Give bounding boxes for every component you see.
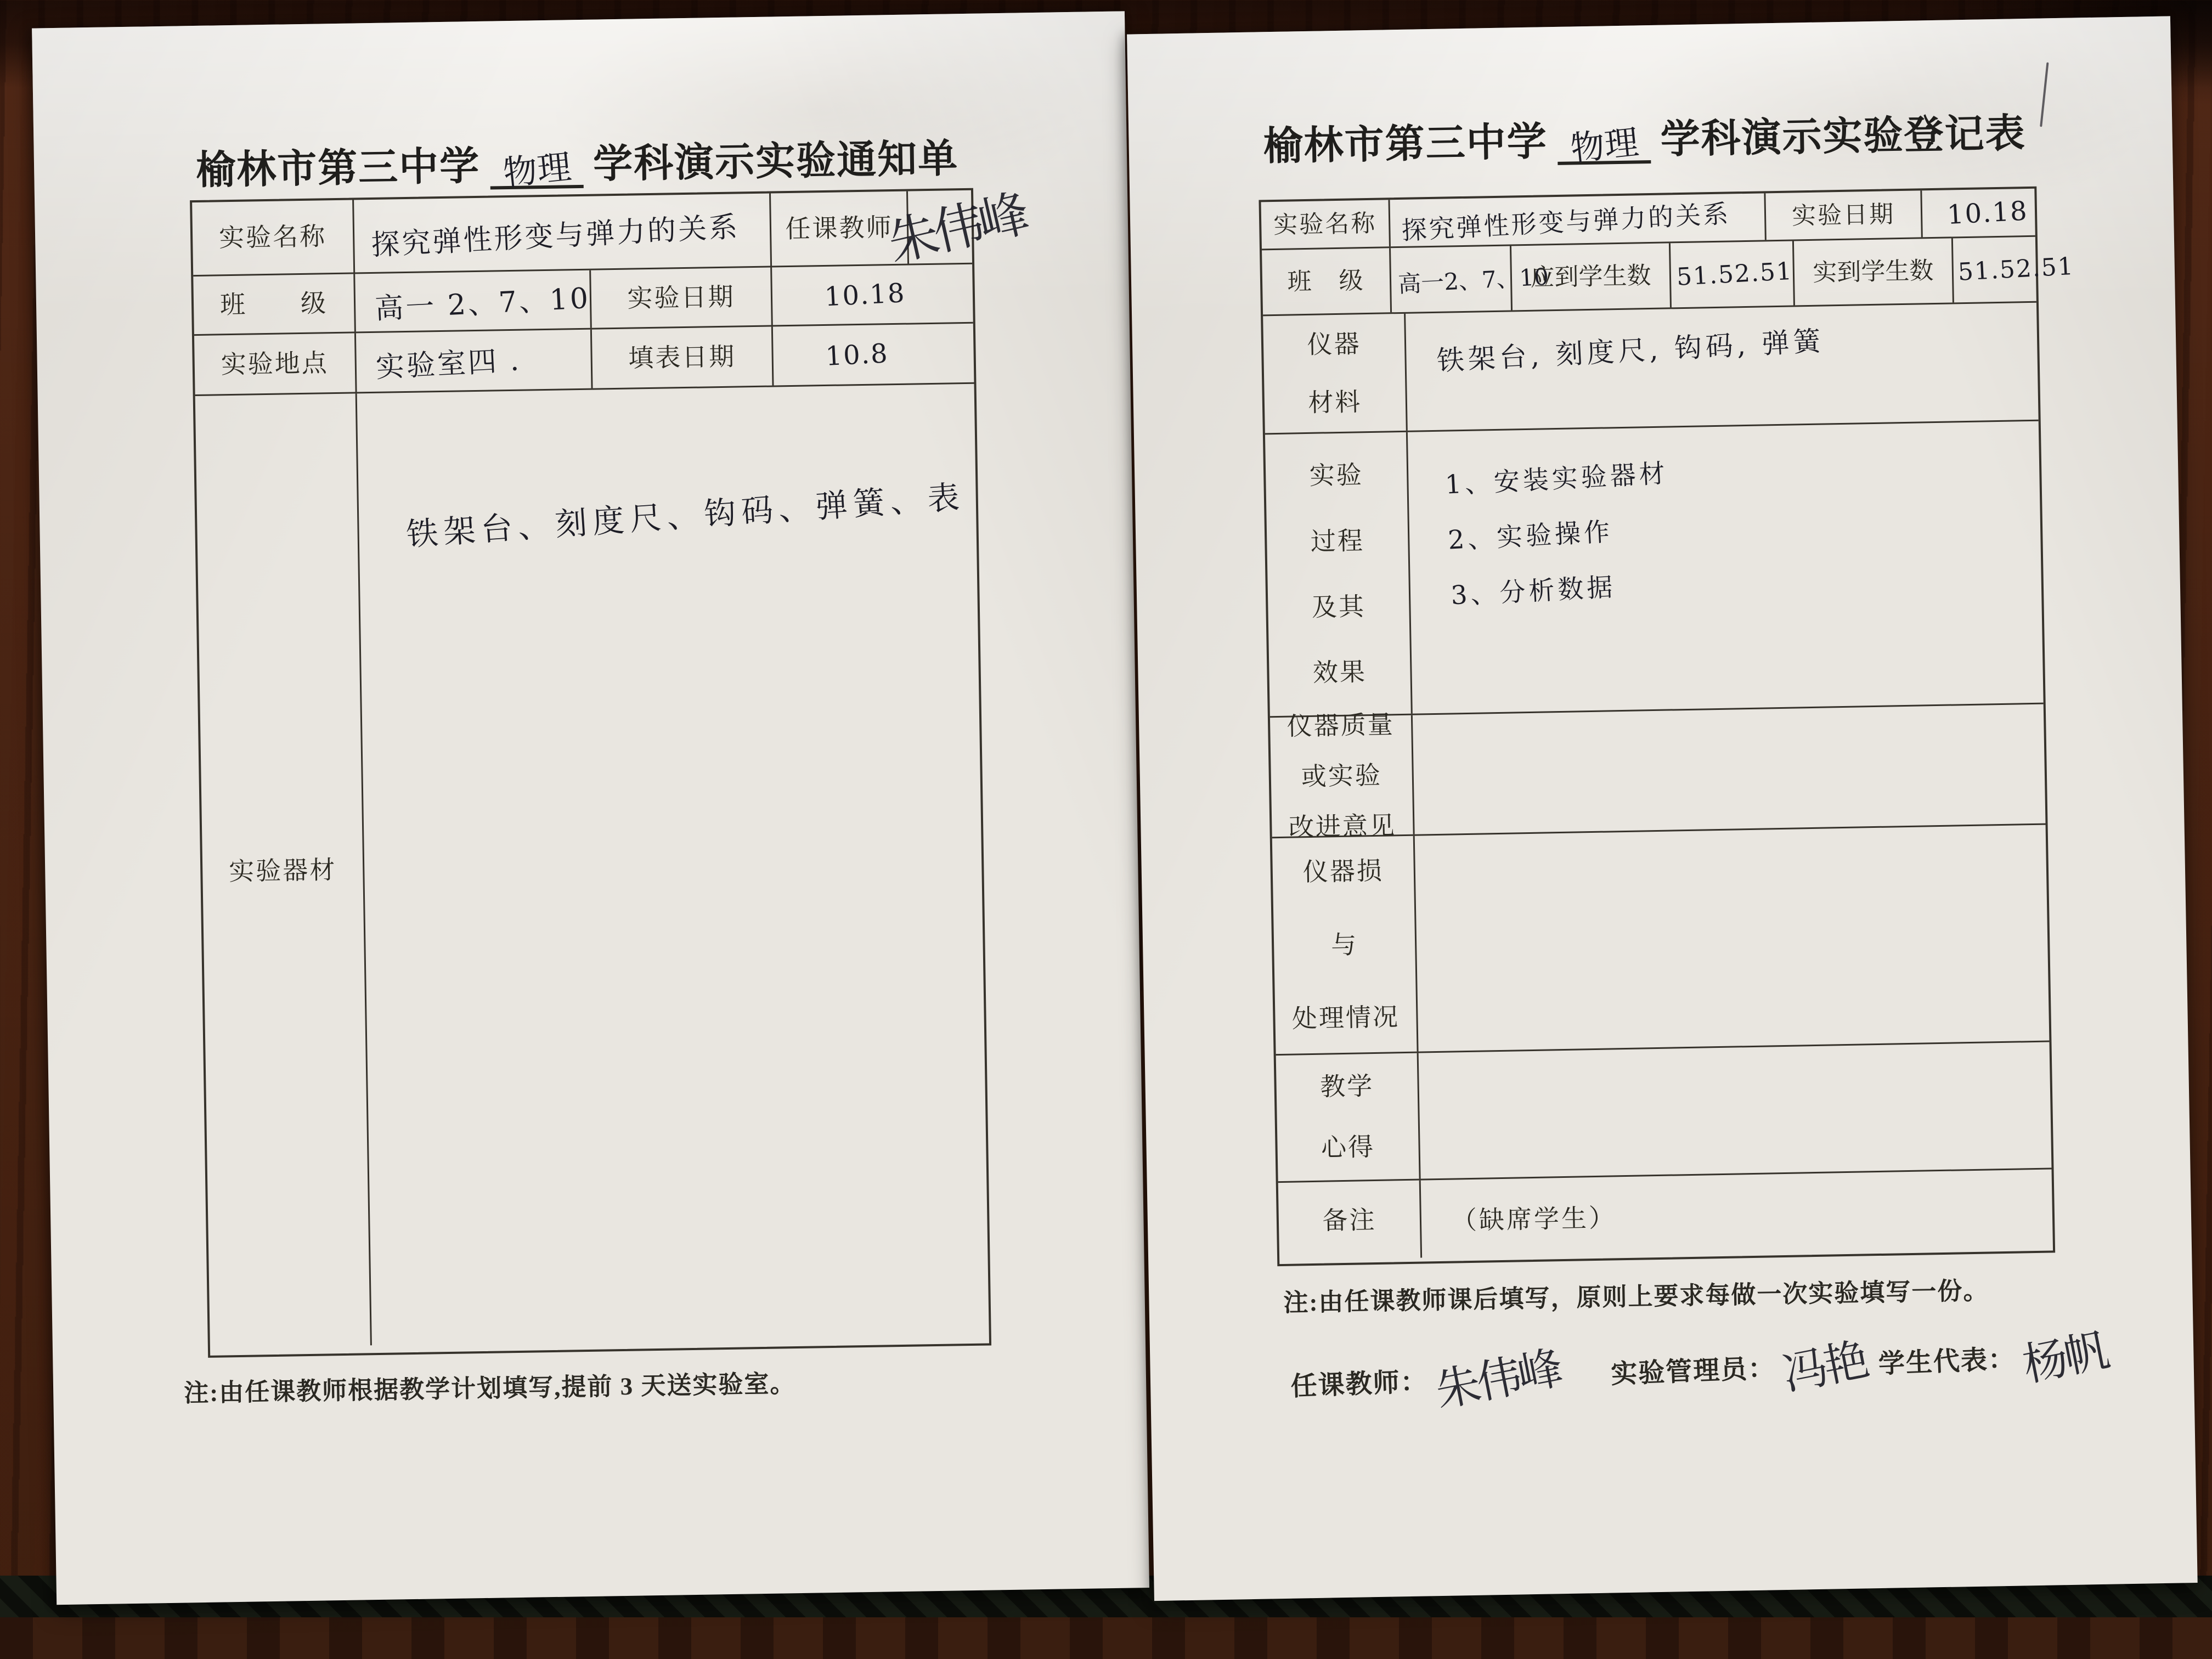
registration-form-table [1259, 187, 2075, 1266]
table-row [1263, 303, 2039, 435]
notice-form-table [190, 184, 1031, 1358]
location-label: 实验地点 [194, 333, 357, 394]
registration-form-note: 注:由任课教师课后填写，原则上要求每做一次实验填写一份。 [1283, 1277, 1989, 1317]
table-row [1265, 421, 2044, 718]
process-value: 1、安装实验器材 2、实验操作 3、分析数据 [1444, 458, 1669, 611]
manager-signature-label: 实验管理员： [1610, 1353, 1776, 1390]
table-row [192, 184, 1031, 276]
student-signature-handwritten: 杨帆 [2018, 1324, 2111, 1392]
reg-experiment-name-value: 探究弹性形变与弹力的关系 [1401, 198, 1731, 245]
student-signature-label: 学生代表： [1878, 1344, 2016, 1379]
teacher-signature: 朱伟峰 [882, 184, 1031, 273]
notice-title-school: 榆林市第三中学 [195, 144, 481, 193]
damage-label: 仪器损 与 处理情况 [1272, 836, 1419, 1054]
expected-students-value: 51.52.51 [1675, 257, 1794, 291]
registration-title-subject-handwritten: 物理 [1568, 122, 1641, 169]
process-label: 实验 过程 及其 效果 [1265, 432, 1413, 716]
teaching-notes-value-empty [1419, 1042, 2048, 1179]
equipment-label: 实验器材 [195, 393, 372, 1347]
table-row [1276, 1042, 2052, 1183]
reg-experiment-date-label: 实验日期 [1765, 190, 1922, 240]
experiment-date-label: 实验日期 [591, 268, 773, 328]
teacher-signature-label: 任课教师： [1290, 1367, 1429, 1402]
expected-students-label: 应到学生数 [1511, 243, 1672, 310]
desk-wood-strip [0, 1617, 2212, 1659]
table-row [1278, 1169, 2053, 1260]
damage-value-empty [1415, 825, 2046, 1052]
spacer [1573, 1383, 1611, 1385]
registration-form-title [1233, 100, 2057, 172]
experiment-date-value: 10.18 [823, 277, 906, 313]
fill-date-label: 填表日期 [592, 326, 774, 388]
registration-title-subject-blank [1557, 114, 1651, 169]
table-row [1272, 825, 2050, 1056]
notice-form-note: 注:由任课教师根据教学计划填写,提前 3 天送实验室。 [183, 1370, 796, 1407]
signature-row [1289, 1308, 2212, 1418]
reg-experiment-name-label: 实验名称 [1261, 200, 1391, 249]
notice-form-title [171, 126, 983, 195]
class-label: 班 级 [193, 274, 356, 334]
teaching-notes-label: 教学 心得 [1276, 1053, 1421, 1182]
remarks-value: （缺席学生） [1451, 1203, 1617, 1235]
quality-label: 仪器质量 或实验 改进意见 [1270, 715, 1415, 837]
reg-class-value: 高一2、7、10 [1397, 262, 1550, 298]
teacher-label: 任课教师 [771, 191, 909, 266]
registration-form-sheet [1127, 16, 2198, 1601]
remarks-label: 备注 [1278, 1181, 1422, 1261]
experiment-name-value: 探究弹性形变与弹力的关系 [370, 210, 741, 262]
fill-date-value: 10.8 [825, 337, 889, 372]
table-row [1270, 704, 2046, 842]
actual-students-label: 实到学生数 [1794, 238, 1954, 305]
materials-value: 铁架台, 刻度尺, 钩码, 弹簧 [1436, 325, 1825, 377]
materials-label: 仪器 材料 [1263, 314, 1408, 433]
manager-signature-handwritten: 冯艳 [1778, 1334, 1871, 1401]
equipment-value: 铁架台、刻度尺、钩码、弹簧、表 [405, 478, 966, 554]
notice-title-doc-type: 学科演示实验通知单 [592, 137, 959, 187]
notice-title-subject-blank [489, 139, 583, 194]
reg-class-label: 班 级 [1262, 248, 1392, 314]
reg-experiment-date-value: 10.18 [1946, 195, 2029, 230]
actual-students-value: 51.52.51 [1957, 252, 2075, 286]
notice-title-subject-handwritten: 物理 [501, 146, 573, 194]
location-value: 实验室四 . [375, 344, 522, 385]
registration-title-doc-type: 学科演示实验登记表 [1660, 111, 2027, 162]
class-value: 高一 2、7、10 [374, 281, 591, 326]
table-row [195, 384, 989, 1348]
teacher-signature-handwritten: 朱伟峰 [1431, 1342, 1564, 1418]
quality-value-empty [1413, 704, 2042, 834]
notice-form-sheet [32, 11, 1149, 1605]
registration-title-school: 榆林市第三中学 [1263, 120, 1548, 169]
experiment-name-label: 实验名称 [192, 200, 355, 275]
